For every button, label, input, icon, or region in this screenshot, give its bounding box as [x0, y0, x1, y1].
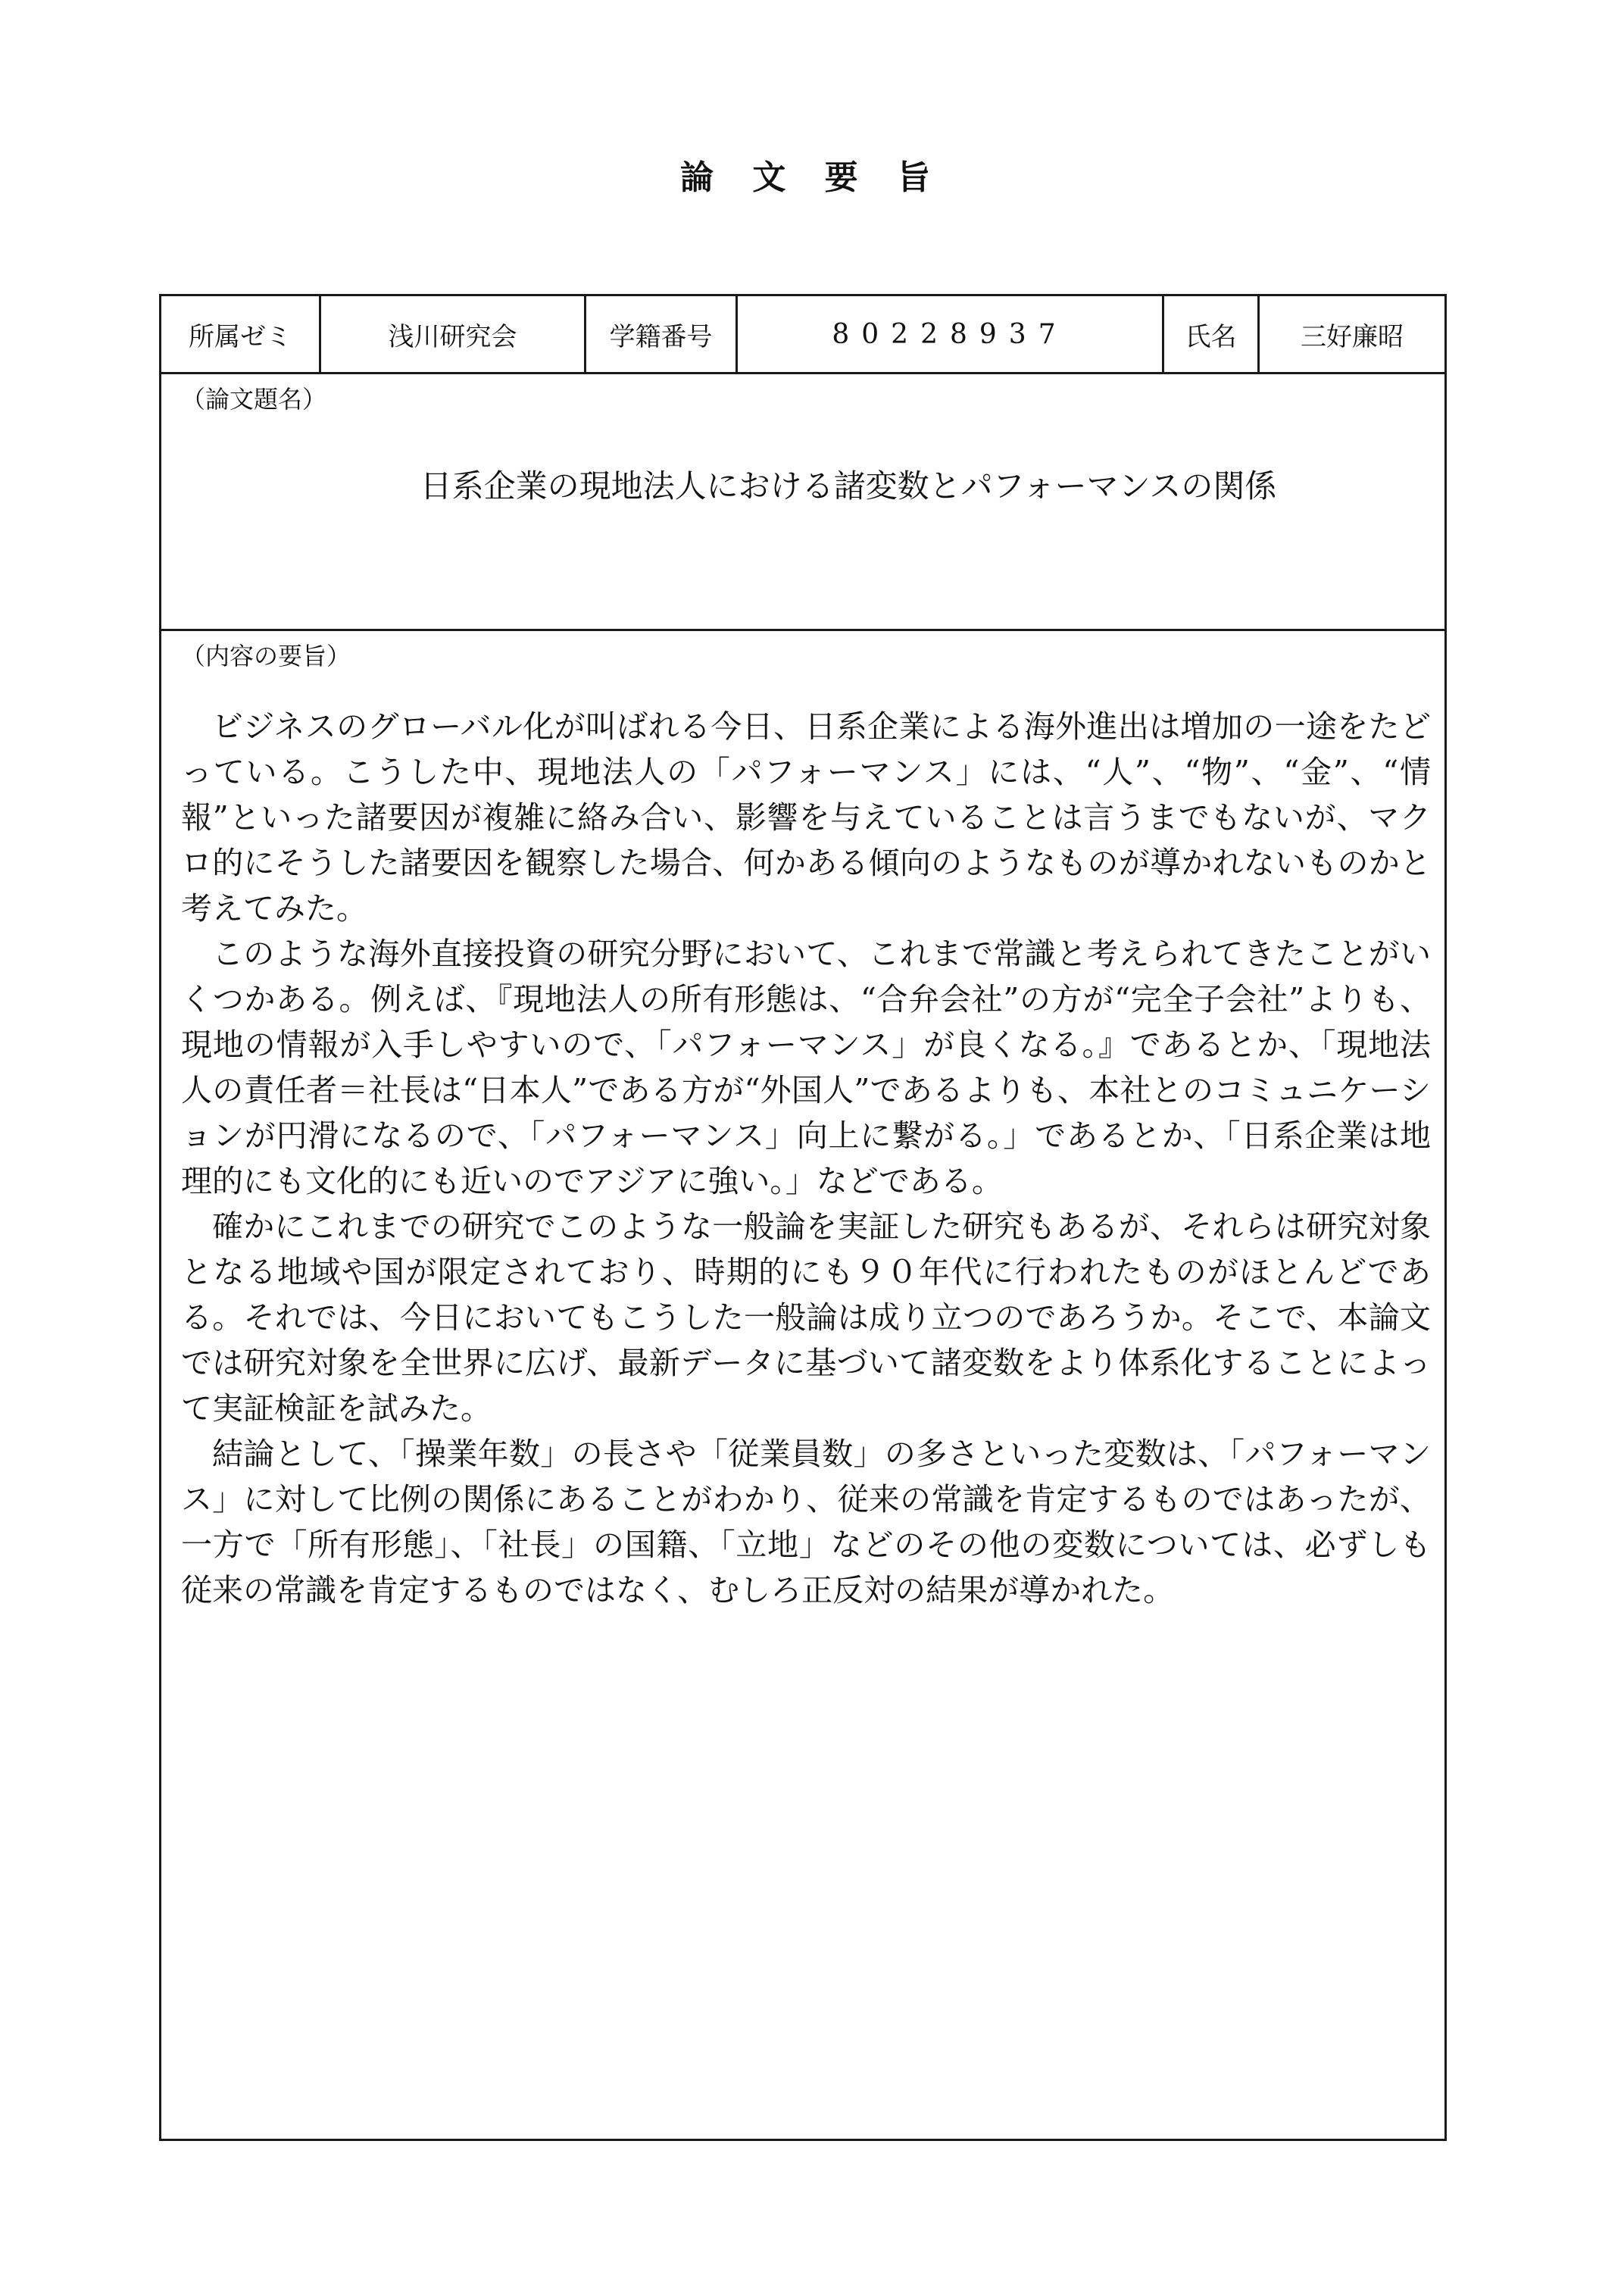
seminar-value: 浅川研究会	[321, 296, 586, 372]
name-value: 三好廉昭	[1301, 321, 1404, 352]
student-id-value: 80228937	[738, 296, 1164, 372]
seminar-label: 所属ゼミ	[161, 296, 321, 372]
thesis-title: 日系企業の現地法人における諸変数とパフォーマンスの関係	[420, 467, 1277, 505]
summary-paragraph: 結論として、「操業年数」の長さや「従業員数」の多さといった変数は、「パフォーマンス」に対して比例の関係にあることがわかり、従来の常識を肯定するものではあったが、一方で「所有形態」、「社長」の国籍、「立地」などのその他の変数については、必ずしも従来の常識を肯定するものではなく、むしろ正反対の結果が導かれた。	[181, 1436, 1431, 1608]
summary-label: （内容の要旨）	[181, 642, 351, 670]
student-id-label: 学籍番号	[586, 296, 738, 372]
summary-section	[161, 631, 1444, 2139]
thesis-title-label: （論文題名）	[181, 385, 327, 414]
summary-body	[181, 704, 1431, 1613]
thesis-title-section	[161, 374, 1444, 631]
document-heading: 論 文 要 旨	[680, 158, 944, 197]
name-label: 氏名	[1164, 296, 1260, 372]
summary-form	[159, 294, 1447, 2141]
summary-paragraph: ビジネスのグローバル化が叫ばれる今日、日系企業による海外進出は増加の一途をたどっている。こうした中、現地法人の「パフォーマンス」には、“人”、“物”、“金”、“情報”といった諸要因が複雑に絡み合い、影響を与えていることは言うまでもないが、マクロ的にそうした諸要因を観察した場合、何かある傾向のようなものが導かれないものかと考えてみた。	[181, 708, 1431, 927]
summary-paragraph: このような海外直接投資の研究分野において、これまで常識と考えられてきたことがいくつかある。例えば、『現地法人の所有形態は、“合弁会社”の方が“完全子会社”よりも、現地の情報が入手しやすいので、「パフォーマンス」が良くなる。』であるとか、「現地法人の責任者＝社長は“日本人”である方が“外国人”であるよりも、本社とのコミュニケーションが円滑になるので、「パフォーマンス」向上に繋がる。」であるとか、「日系企業は地理的にも文化的にも近いのでアジアに強い。」などである。	[181, 936, 1431, 1199]
summary-paragraph: 確かにこれまでの研究でこのような一般論を実証した研究もあるが、それらは研究対象となる地域や国が限定されており、時期的にも９０年代に行われたものがほとんどである。それでは、今日においてもこうした一般論は成り立つのであろうか。そこで、本論文では研究対象を全世界に広げ、最新データに基づいて諸変数をより体系化することによって実証検証を試みた。	[181, 1208, 1431, 1427]
header-row	[161, 296, 1444, 374]
